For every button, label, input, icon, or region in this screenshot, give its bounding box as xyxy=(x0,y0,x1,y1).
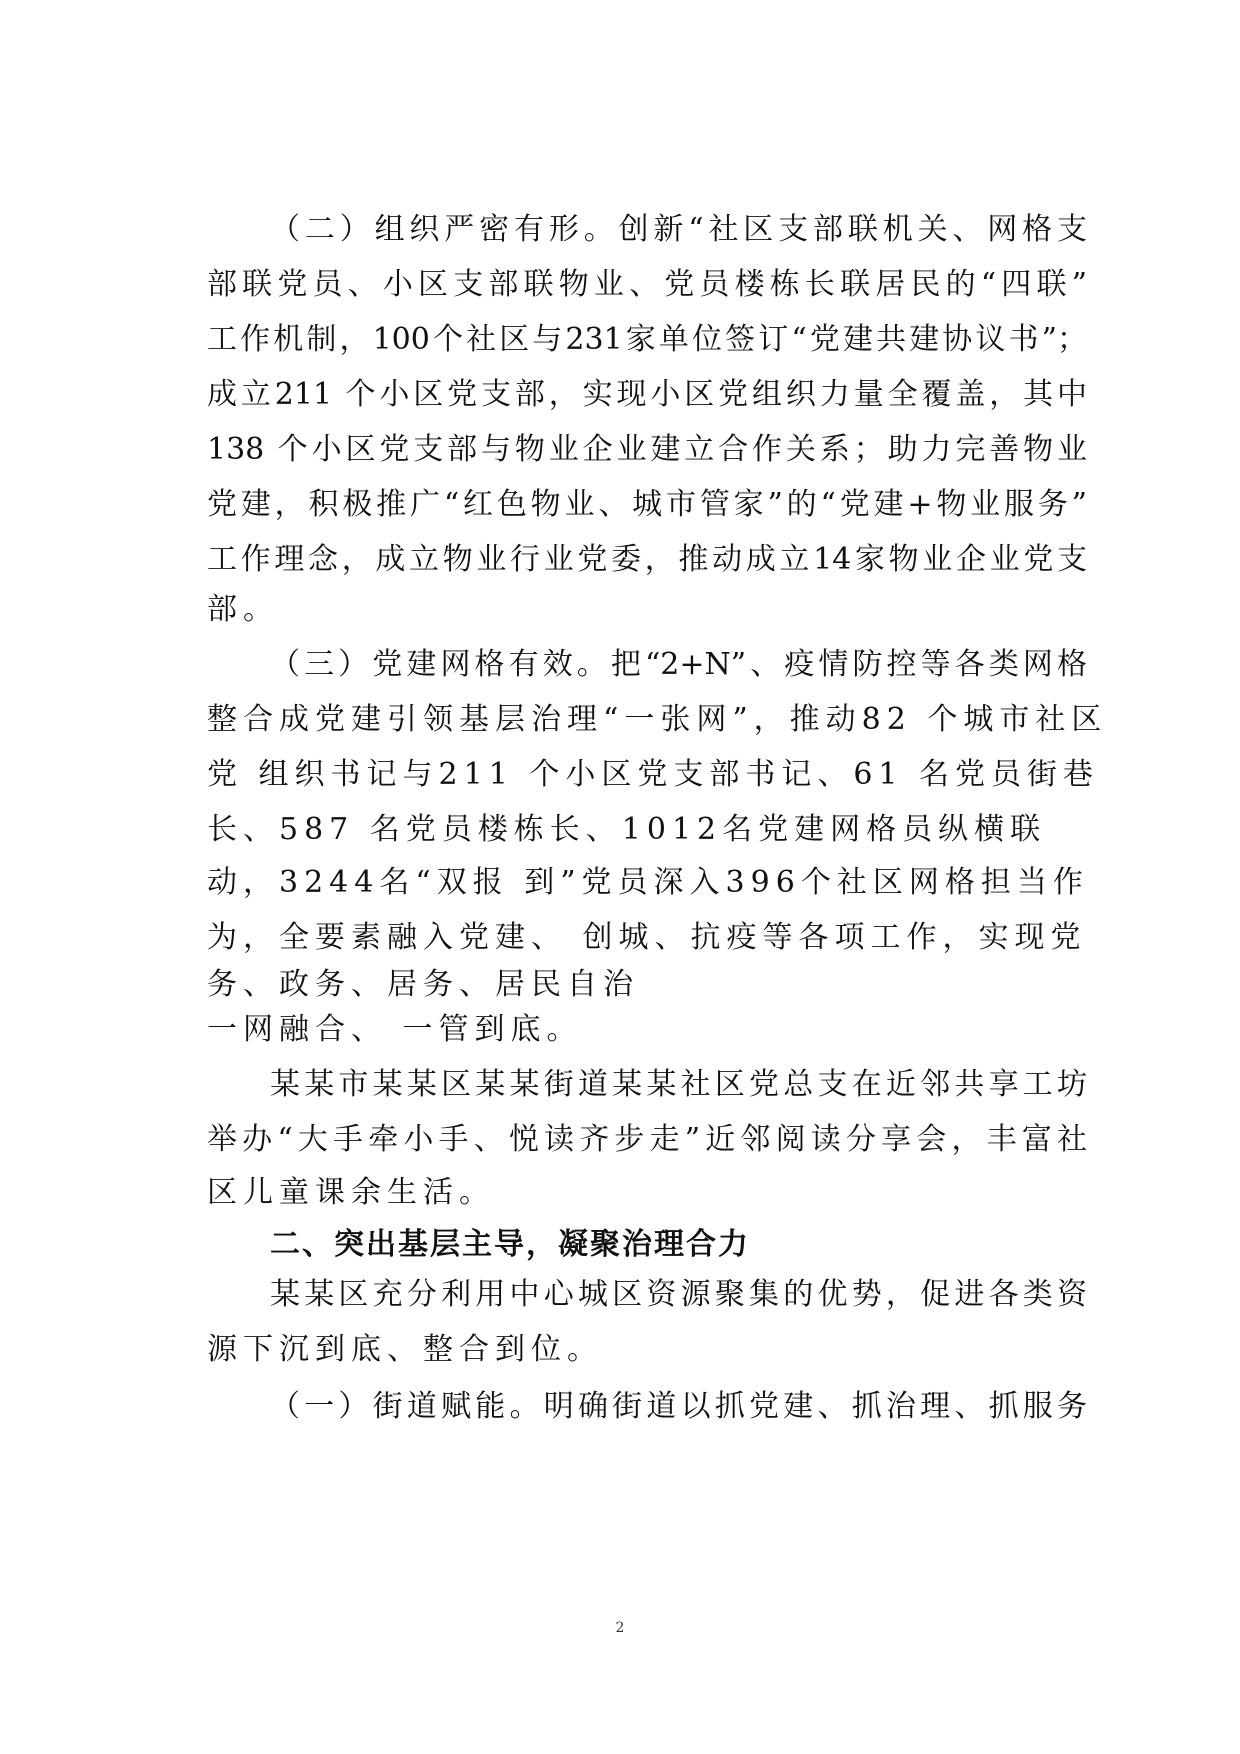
paragraph-line: 为，全要素融入党建、 创城、抗疫等各项工作，实现党 xyxy=(207,920,1087,955)
section-heading: 二、突出基层主导，凝聚治理合力 xyxy=(270,1227,750,1262)
paragraph-line: 举办“大手牵小手、悦读齐步走”近邻阅读分享会，丰富社 xyxy=(207,1122,1087,1157)
paragraph-line: （二）组织严密有形。创新“社区支部联机关、网格支 xyxy=(270,212,1087,247)
paragraph-line: 部联党员、小区支部联物业、党员楼栋长联居民的“四联” xyxy=(207,267,1087,302)
paragraph-line: 务、政务、居务、居民自治 xyxy=(207,967,639,1002)
paragraph-line: 源下沉到底、整合到位。 xyxy=(207,1332,603,1367)
paragraph-line: （一）街道赋能。明确街道以抓党建、抓治理、抓服务 xyxy=(270,1389,1087,1424)
paragraph-line: 成立211 个小区党支部，实现小区党组织力量全覆盖，其中 xyxy=(207,377,1087,412)
paragraph-line: 工作理念，成立物业行业党委，推动成立14家物业企业党支 xyxy=(207,542,1087,577)
paragraph-line: 党建，积极推广“红色物业、城市管家”的“党建+物业服务” xyxy=(207,487,1087,522)
paragraph-line: 工作机制，100个社区与231家单位签订“党建共建协议书”； xyxy=(207,322,1087,357)
paragraph-line: （三）党建网格有效。把“2+N”、疫情防控等各类网格 xyxy=(270,647,1087,682)
paragraph-line: 区儿童课余生活。 xyxy=(207,1175,495,1210)
paragraph-line: 某某市某某区某某街道某某社区党总支在近邻共享工坊 xyxy=(270,1067,1087,1102)
paragraph-line: 整合成党建引领基层治理“一张网”，推动82 个城市社区 xyxy=(207,702,1108,737)
paragraph-line: 某某区充分利用中心城区资源聚集的优势，促进各类资 xyxy=(270,1277,1087,1312)
paragraph-line: 一网融合、 一管到底。 xyxy=(207,1012,583,1047)
paragraph-line: 部。 xyxy=(207,592,279,627)
paragraph-line: 138 个小区党支部与物业企业建立合作关系；助力完善物业 xyxy=(207,432,1087,467)
paragraph-line: 长、587 名党员楼栋长、1012名党建网格员纵横联 xyxy=(207,812,1047,847)
paragraph-line: 动，3244名“双报 到”党员深入396个社区网格担当作 xyxy=(207,865,1089,900)
page-number: 2 xyxy=(615,1620,625,1636)
paragraph-line: 党 组织书记与211 个小区党支部书记、61 名党员街巷 xyxy=(207,757,1100,792)
